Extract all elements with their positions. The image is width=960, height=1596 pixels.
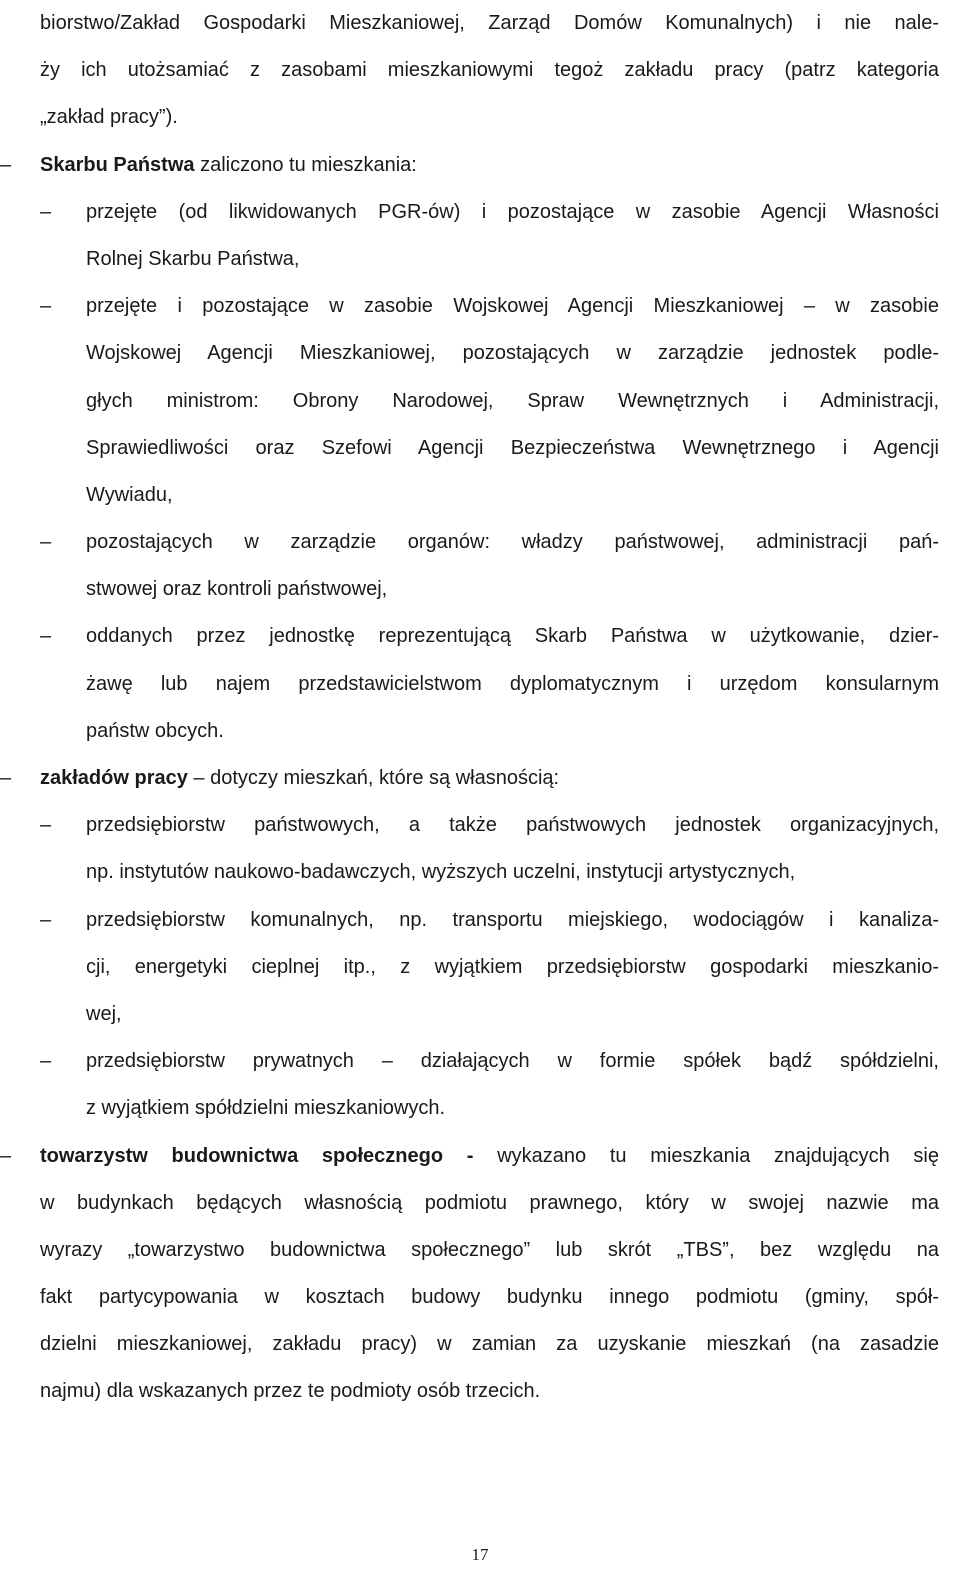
sub-list-item (40, 802, 939, 849)
dash-bullet-icon: – (0, 1144, 12, 1167)
text-line: głych ministrom: Obrony Narodowej, Spraw Wewnętrznych i Administracji, (86, 389, 939, 412)
page-number: 17 (471, 1545, 489, 1564)
text-line: w budynkach będących własnością podmiotu prawnego, który w swojej nazwie ma (40, 1191, 939, 1214)
sub-list-item (40, 283, 939, 330)
text-line: z wyjątkiem spółdzielni mieszkaniowych. (86, 1097, 446, 1120)
text-fragment: przedsiębiorstw komunalnych, np. transportu miejskiego, wodociągów i kanaliza- (86, 908, 939, 931)
dash-bullet-icon: – (40, 531, 52, 554)
text-fragment: zaliczono tu mieszkania: (194, 153, 417, 176)
text-fragment: przejęte (od likwidowanych PGR-ów) i pozostające w zasobie Agencji Własności (86, 200, 939, 223)
text-line: „zakład pracy”). (40, 106, 178, 129)
term-skarb-panstwa: Skarbu Państwa (40, 153, 195, 176)
text-fragment: pozostających w zarządzie organów: władzy państwowej, administracji pań- (86, 531, 939, 554)
sub-list-item (40, 897, 939, 944)
text-line: cji, energetyki cieplnej itp., z wyjątkiem przedsiębiorstw gospodarki mieszkanio- (86, 955, 939, 978)
dash-bullet-icon: – (40, 1050, 52, 1073)
text-fragment: przejęte i pozostające w zasobie Wojskowej Agencji Mieszkaniowej – w zasobie (86, 295, 939, 318)
text-fragment: przedsiębiorstw państwowych, a także państwowych jednostek organizacyjnych, (86, 814, 939, 837)
dash-bullet-icon: – (40, 625, 52, 648)
text-line: żawę lub najem przedstawicielstwom dyplomatycznym i urzędom konsularnym (86, 672, 939, 695)
text-line: fakt partycypowania w kosztach budowy budynku innego podmiotu (gminy, spół- (40, 1286, 939, 1309)
dash-bullet-icon: – (40, 814, 52, 837)
text-line: stwowej oraz kontroli państwowej, (86, 578, 388, 601)
dash-bullet-icon: – (0, 153, 12, 176)
text-line: państw obcych. (86, 719, 224, 742)
term-zaklady-pracy: zakładów pracy (40, 767, 188, 789)
list-item-skarb-panstwa (0, 142, 939, 189)
list-item-tbs (0, 1133, 939, 1180)
text-line: wyrazy „towarzystwo budownictwa społecznego” lub skrót „TBS”, bez względu na (40, 1238, 939, 1261)
text-fragment: przedsiębiorstw prywatnych – działających w formie spółek bądź spółdzielni, (86, 1050, 939, 1073)
text-line: wej, (86, 1002, 122, 1025)
dash-bullet-icon: – (0, 767, 12, 789)
sub-list-item (40, 613, 939, 660)
text-line: Sprawiedliwości oraz Szefowi Agencji Bezpieczeństwa Wewnętrznego i Agencji (86, 436, 939, 459)
text-line: Rolnej Skarbu Państwa, (86, 247, 300, 270)
text-fragment: – dotyczy mieszkań, które są własnością: (187, 767, 560, 789)
dash-bullet-icon: – (40, 295, 52, 318)
sub-list-item (40, 189, 939, 236)
text-line: biorstwo/Zakład Gospodarki Mieszkaniowej, Zarząd Domów Komunalnych) i nie nale- (40, 12, 939, 34)
list-item-zaklady-pracy (0, 755, 939, 802)
sub-list-item (40, 1038, 939, 1085)
dash-bullet-icon: – (40, 200, 52, 223)
text-line: Wywiadu, (86, 483, 173, 506)
text-line: dzielni mieszkaniowej, zakładu pracy) w zamian za uzyskanie mieszkań (na zasadzie (40, 1333, 939, 1356)
text-line: ży ich utożsamiać z zasobami mieszkaniowymi tegoż zakładu pracy (patrz kategoria (40, 59, 939, 82)
dash-bullet-icon: – (40, 908, 52, 931)
text-line: najmu) dla wskazanych przez te podmioty osób trzecich. (40, 1380, 541, 1403)
term-tbs: towarzystw budownictwa społecznego - (40, 1144, 474, 1167)
text-line: Wojskowej Agencji Mieszkaniowej, pozostających w zarządzie jednostek podle- (86, 342, 939, 365)
text-fragment: wykazano tu mieszkania znajdujących się (473, 1144, 939, 1167)
text-line: np. instytutów naukowo-badawczych, wyższych uczelni, instytucji artystycznych, (86, 861, 796, 884)
text-fragment: oddanych przez jednostkę reprezentującą Skarb Państwa w użytkowanie, dzier- (86, 625, 939, 648)
sub-list-item (40, 519, 939, 566)
